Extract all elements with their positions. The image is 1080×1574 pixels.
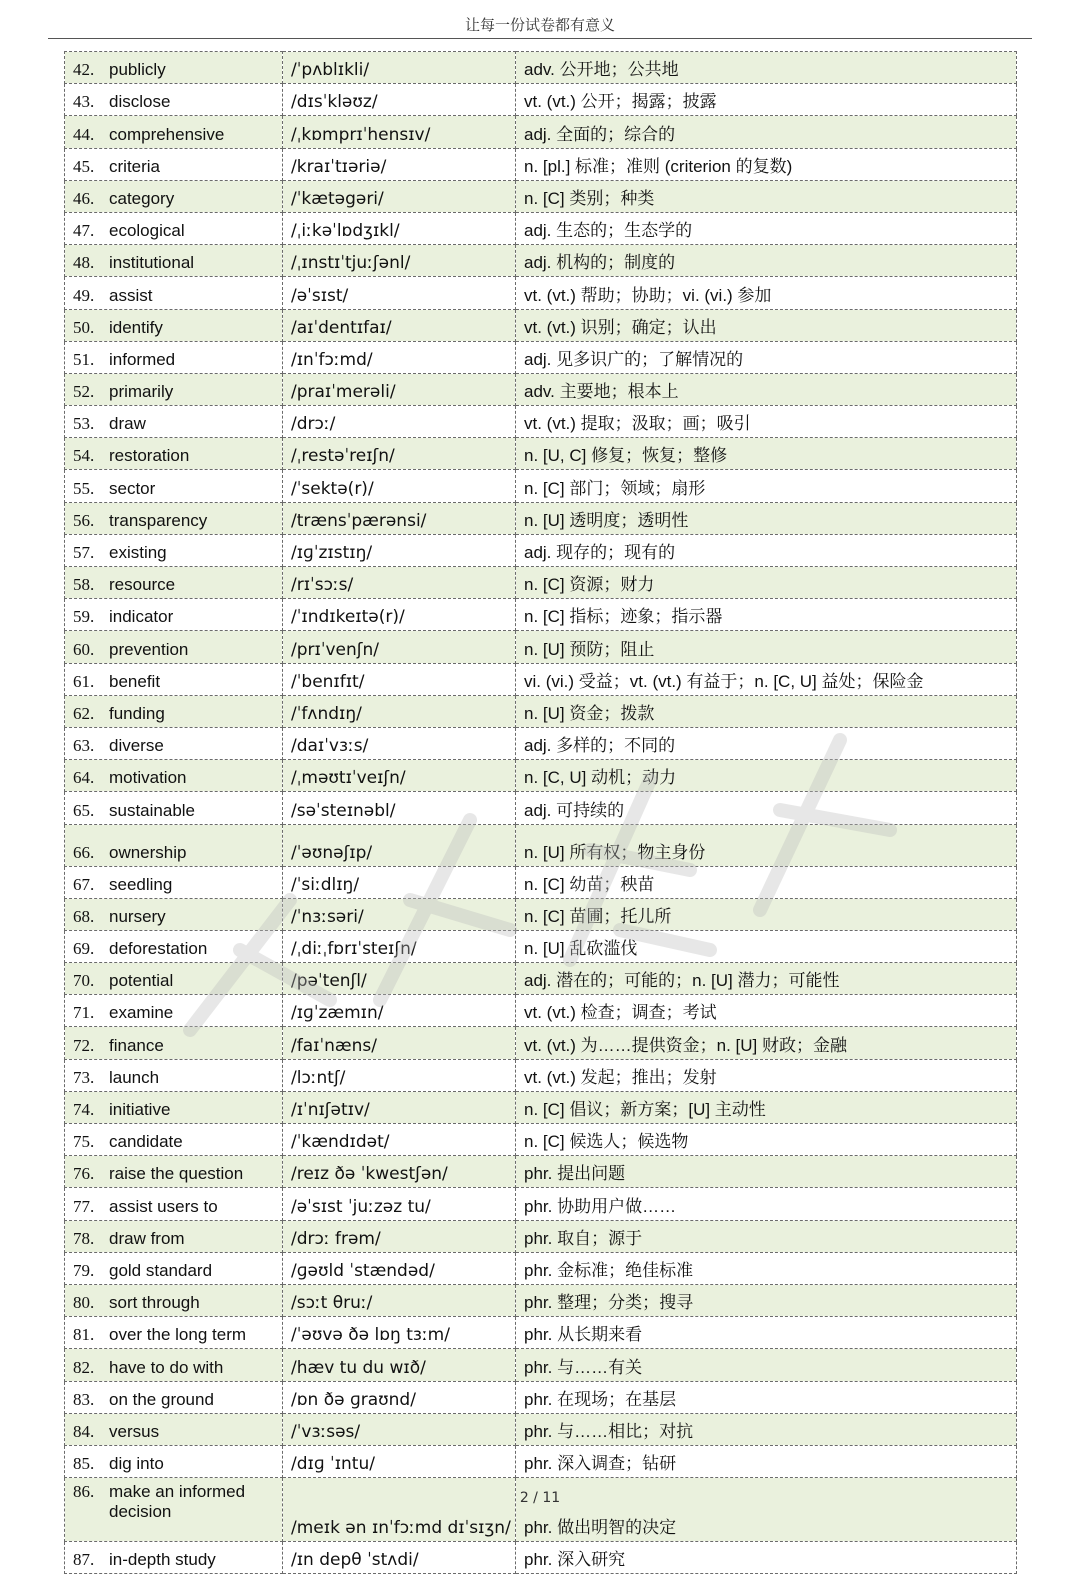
entry-number: 62. bbox=[73, 703, 95, 723]
definition-cell: vi. (vi.) 受益；vt. (vt.) 有益于；n. [C, U] 益处；保险金 bbox=[516, 663, 1017, 695]
word-cell bbox=[65, 792, 283, 824]
phonetic-cell: /rɪˈsɔːs/ bbox=[283, 567, 516, 599]
table-row bbox=[65, 1445, 1017, 1477]
phonetic-cell: /ˈsiːdlɪŋ/ bbox=[283, 866, 516, 898]
entry-number: 73. bbox=[73, 1067, 95, 1087]
entry-word: draw bbox=[109, 414, 146, 434]
table-row bbox=[65, 406, 1017, 438]
definition-cell: n. [U] 透明度；透明性 bbox=[516, 502, 1017, 534]
phonetic-cell: /ˌiːkəˈlɒdʒɪkl/ bbox=[283, 212, 516, 244]
entry-word: assist users to bbox=[109, 1196, 218, 1216]
word-cell bbox=[65, 406, 283, 438]
phonetic-cell: /ˈəʊvə ðə lɒŋ tɜːm/ bbox=[283, 1317, 516, 1349]
entry-number: 87. bbox=[73, 1550, 95, 1570]
entry-number: 42. bbox=[73, 60, 95, 80]
word-cell bbox=[65, 502, 283, 534]
entry-word: category bbox=[109, 188, 175, 208]
definition-cell: n. [C] 资源；财力 bbox=[516, 567, 1017, 599]
word-cell bbox=[65, 963, 283, 995]
table-row bbox=[65, 341, 1017, 373]
entry-word: sustainable bbox=[109, 800, 196, 820]
phonetic-cell: /ˌməʊtɪˈveɪʃn/ bbox=[283, 760, 516, 792]
word-cell bbox=[65, 1349, 283, 1381]
page-header: 让每一份试卷都有意义 bbox=[464, 16, 615, 34]
entry-word: gold standard bbox=[109, 1260, 213, 1280]
definition-cell: adv. 主要地；根本上 bbox=[516, 373, 1017, 405]
word-cell bbox=[65, 1413, 283, 1445]
phonetic-cell: /əˈsɪst/ bbox=[283, 277, 516, 309]
entry-word: publicly bbox=[109, 60, 166, 80]
phonetic-cell: /ˈbenɪfɪt/ bbox=[283, 663, 516, 695]
word-cell bbox=[65, 277, 283, 309]
entry-word: comprehensive bbox=[109, 124, 225, 144]
entry-word: ecological bbox=[109, 221, 185, 241]
definition-cell: n. [pl.] 标准；准则 (criterion 的复数) bbox=[516, 148, 1017, 180]
entry-word: finance bbox=[109, 1035, 164, 1055]
entry-number: 66. bbox=[73, 842, 95, 862]
word-cell bbox=[65, 1091, 283, 1123]
definition-cell: phr. 金标准；绝佳标准 bbox=[516, 1252, 1017, 1284]
word-cell bbox=[65, 1220, 283, 1252]
phonetic-cell: /reɪz ðə ˈkwestʃən/ bbox=[283, 1156, 516, 1188]
phonetic-cell: /ˈkændɪdət/ bbox=[283, 1124, 516, 1156]
table-row bbox=[65, 824, 1017, 866]
phonetic-cell: /əˈsɪst ˈjuːzəz tu/ bbox=[283, 1188, 516, 1220]
word-cell bbox=[65, 245, 283, 277]
table-row bbox=[65, 180, 1017, 212]
table-row bbox=[65, 1027, 1017, 1059]
word-cell bbox=[65, 1188, 283, 1220]
page-number: 2 / 11 bbox=[519, 1490, 561, 1506]
word-cell bbox=[65, 1027, 283, 1059]
table-row bbox=[65, 631, 1017, 663]
word-cell bbox=[65, 438, 283, 470]
word-cell bbox=[65, 824, 283, 866]
entry-word: make an informed decision bbox=[109, 1482, 246, 1522]
entry-word: have to do with bbox=[109, 1357, 224, 1377]
entry-word: criteria bbox=[109, 156, 161, 176]
table-row bbox=[65, 1059, 1017, 1091]
definition-cell: adj. 可持续的 bbox=[516, 792, 1017, 824]
phonetic-cell: /ˈəʊnəʃɪp/ bbox=[283, 824, 516, 866]
table-row bbox=[65, 1091, 1017, 1123]
entry-number: 77. bbox=[73, 1196, 95, 1216]
phonetic-cell: /ˈvɜːsəs/ bbox=[283, 1413, 516, 1445]
entry-number: 86. bbox=[73, 1482, 95, 1502]
table-row bbox=[65, 84, 1017, 116]
entry-number: 85. bbox=[73, 1454, 95, 1474]
word-cell bbox=[65, 1124, 283, 1156]
definition-cell: n. [C] 幼苗；秧苗 bbox=[516, 866, 1017, 898]
entry-word: seedling bbox=[109, 874, 173, 894]
word-cell bbox=[65, 727, 283, 759]
entry-word: raise the question bbox=[109, 1164, 244, 1184]
entry-word: institutional bbox=[109, 253, 195, 273]
definition-cell: vt. (vt.) 公开；揭露；披露 bbox=[516, 84, 1017, 116]
definition-cell: n. [C] 倡议；新方案；[U] 主动性 bbox=[516, 1091, 1017, 1123]
phonetic-cell: /ɪˈnɪʃətɪv/ bbox=[283, 1091, 516, 1123]
definition-cell: phr. 从长期来看 bbox=[516, 1317, 1017, 1349]
word-cell bbox=[65, 930, 283, 962]
table-row bbox=[65, 1542, 1017, 1574]
word-cell bbox=[65, 1381, 283, 1413]
word-cell bbox=[65, 309, 283, 341]
word-cell bbox=[65, 52, 283, 84]
entry-word: restoration bbox=[109, 446, 190, 466]
word-cell bbox=[65, 599, 283, 631]
definition-cell: adv. 公开地；公共地 bbox=[516, 52, 1017, 84]
table-row bbox=[65, 309, 1017, 341]
table-row bbox=[65, 663, 1017, 695]
definition-cell: phr. 协助用户做…… bbox=[516, 1188, 1017, 1220]
table-row bbox=[65, 1124, 1017, 1156]
entry-number: 51. bbox=[73, 349, 95, 369]
phonetic-cell: /ɪɡˈzɪstɪŋ/ bbox=[283, 534, 516, 566]
definition-cell: phr. 与……相比；对抗 bbox=[516, 1413, 1017, 1445]
phonetic-cell: /aɪˈdentɪfaɪ/ bbox=[283, 309, 516, 341]
definition-cell: phr. 取自；源于 bbox=[516, 1220, 1017, 1252]
table-row bbox=[65, 930, 1017, 962]
phonetic-cell: /meɪk ən ɪnˈfɔːmd dɪˈsɪʒn/ bbox=[283, 1478, 516, 1542]
table-row bbox=[65, 1284, 1017, 1316]
entry-number: 70. bbox=[73, 971, 95, 991]
definition-cell: n. [C] 指标；迹象；指示器 bbox=[516, 599, 1017, 631]
table-row bbox=[65, 898, 1017, 930]
entry-number: 52. bbox=[73, 382, 95, 402]
definition-cell: vt. (vt.) 帮助；协助；vi. (vi.) 参加 bbox=[516, 277, 1017, 309]
definition-cell: n. [C] 类别；种类 bbox=[516, 180, 1017, 212]
word-cell bbox=[65, 1317, 283, 1349]
phonetic-cell: /ˈsektə(r)/ bbox=[283, 470, 516, 502]
definition-cell: phr. 与……有关 bbox=[516, 1349, 1017, 1381]
table-row bbox=[65, 727, 1017, 759]
table-row bbox=[65, 1478, 1017, 1542]
table-row bbox=[65, 599, 1017, 631]
phonetic-cell: /drɔː/ bbox=[283, 406, 516, 438]
table-row bbox=[65, 245, 1017, 277]
phonetic-cell: /pəˈtenʃl/ bbox=[283, 963, 516, 995]
table-row bbox=[65, 866, 1017, 898]
entry-word: draw from bbox=[109, 1228, 185, 1248]
definition-cell: phr. 整理；分类；搜寻 bbox=[516, 1284, 1017, 1316]
word-cell bbox=[65, 1445, 283, 1477]
table-row bbox=[65, 148, 1017, 180]
word-cell bbox=[65, 995, 283, 1027]
entry-number: 63. bbox=[73, 736, 95, 756]
definition-cell: n. [U] 乱砍滥伐 bbox=[516, 930, 1017, 962]
word-cell bbox=[65, 663, 283, 695]
entry-number: 53. bbox=[73, 414, 95, 434]
entry-number: 76. bbox=[73, 1164, 95, 1184]
word-cell bbox=[65, 567, 283, 599]
definition-cell: n. [C] 部门；领域；扇形 bbox=[516, 470, 1017, 502]
table-row bbox=[65, 438, 1017, 470]
entry-number: 74. bbox=[73, 1100, 95, 1119]
definition-cell: phr. 在现场；在基层 bbox=[516, 1381, 1017, 1413]
entry-word: in-depth study bbox=[109, 1550, 216, 1570]
definition-cell: n. [U] 预防；阻止 bbox=[516, 631, 1017, 663]
definition-cell: vt. (vt.) 检查；调查；考试 bbox=[516, 995, 1017, 1027]
table-row bbox=[65, 212, 1017, 244]
phonetic-cell: /ˌdiːˌfɒrɪˈsteɪʃn/ bbox=[283, 930, 516, 962]
entry-number: 61. bbox=[73, 671, 95, 691]
entry-word: launch bbox=[109, 1067, 160, 1087]
phonetic-cell: /ˌrestəˈreɪʃn/ bbox=[283, 438, 516, 470]
table-row bbox=[65, 470, 1017, 502]
definition-cell: n. [C, U] 动机；动力 bbox=[516, 760, 1017, 792]
definition-cell: adj. 潜在的；可能的；n. [U] 潜力；可能性 bbox=[516, 963, 1017, 995]
entry-number: 48. bbox=[73, 253, 95, 273]
vocabulary-table bbox=[64, 51, 1017, 1574]
table-row bbox=[65, 995, 1017, 1027]
entry-word: on the ground bbox=[109, 1389, 214, 1409]
entry-number: 84. bbox=[73, 1421, 95, 1441]
table-row bbox=[65, 1252, 1017, 1284]
phonetic-cell: /lɔːntʃ/ bbox=[283, 1059, 516, 1091]
phonetic-cell: /ˈnɜːsəri/ bbox=[283, 898, 516, 930]
definition-cell: adj. 全面的；综合的 bbox=[516, 116, 1017, 148]
phonetic-cell: /daɪˈvɜːs/ bbox=[283, 727, 516, 759]
phonetic-cell: /ɒn ðə ɡraʊnd/ bbox=[283, 1381, 516, 1413]
phonetic-cell: /trænsˈpærənsi/ bbox=[283, 502, 516, 534]
entry-word: examine bbox=[109, 1003, 174, 1023]
entry-word: resource bbox=[109, 575, 176, 595]
phonetic-cell: /drɔː frəm/ bbox=[283, 1220, 516, 1252]
table-row bbox=[65, 963, 1017, 995]
word-cell bbox=[65, 1252, 283, 1284]
definition-cell: phr. 提出问题 bbox=[516, 1156, 1017, 1188]
word-cell bbox=[65, 180, 283, 212]
entry-word: dig into bbox=[109, 1454, 164, 1474]
entry-number: 64. bbox=[73, 768, 95, 788]
definition-cell: vt. (vt.) 提取；汲取；画；吸引 bbox=[516, 406, 1017, 438]
entry-word: nursery bbox=[109, 906, 166, 926]
phonetic-cell: /prɪˈvenʃn/ bbox=[283, 631, 516, 663]
entry-word: candidate bbox=[109, 1132, 183, 1152]
entry-number: 78. bbox=[73, 1228, 95, 1248]
entry-number: 46. bbox=[73, 188, 95, 208]
entry-number: 58. bbox=[73, 575, 95, 595]
entry-word: indicator bbox=[109, 607, 174, 627]
entry-number: 59. bbox=[73, 607, 95, 627]
definition-cell: vt. (vt.) 识别；确定；认出 bbox=[516, 309, 1017, 341]
entry-word: potential bbox=[109, 971, 174, 991]
table-row bbox=[65, 1220, 1017, 1252]
entry-word: primarily bbox=[109, 382, 174, 402]
table-row bbox=[65, 1317, 1017, 1349]
entry-number: 54. bbox=[73, 446, 95, 466]
definition-cell: adj. 机构的；制度的 bbox=[516, 245, 1017, 277]
word-cell bbox=[65, 1284, 283, 1316]
word-cell bbox=[65, 534, 283, 566]
entry-number: 75. bbox=[73, 1132, 95, 1152]
definition-cell: phr. 深入研究 bbox=[516, 1542, 1017, 1574]
phonetic-cell: /ˈkætəgəri/ bbox=[283, 180, 516, 212]
table-row bbox=[65, 1413, 1017, 1445]
definition-cell: phr. 做出明智的决定 bbox=[516, 1478, 1017, 1542]
phonetic-cell: /kraɪˈtɪəriə/ bbox=[283, 148, 516, 180]
table-row bbox=[65, 1156, 1017, 1188]
definition-cell: adj. 现存的；现有的 bbox=[516, 534, 1017, 566]
table-row bbox=[65, 567, 1017, 599]
table-row bbox=[65, 792, 1017, 824]
word-cell bbox=[65, 631, 283, 663]
entry-number: 80. bbox=[73, 1293, 95, 1313]
entry-word: over the long term bbox=[109, 1325, 247, 1345]
entry-number: 82. bbox=[73, 1357, 95, 1377]
table-row bbox=[65, 695, 1017, 727]
definition-cell: adj. 多样的；不同的 bbox=[516, 727, 1017, 759]
table-row bbox=[65, 1188, 1017, 1220]
entry-word: sort through bbox=[109, 1293, 200, 1313]
entry-number: 72. bbox=[73, 1035, 95, 1055]
entry-number: 44. bbox=[73, 124, 95, 144]
word-cell bbox=[65, 760, 283, 792]
entry-word: assist bbox=[109, 285, 153, 305]
entry-number: 49. bbox=[73, 285, 95, 305]
phonetic-cell: /ˈfʌndɪŋ/ bbox=[283, 695, 516, 727]
word-cell bbox=[65, 1059, 283, 1091]
definition-cell: adj. 生态的；生态学的 bbox=[516, 212, 1017, 244]
word-cell bbox=[65, 898, 283, 930]
phonetic-cell: /ˌɪnstɪˈtjuːʃənl/ bbox=[283, 245, 516, 277]
word-cell bbox=[65, 695, 283, 727]
table-row bbox=[65, 760, 1017, 792]
word-cell bbox=[65, 212, 283, 244]
word-cell bbox=[65, 116, 283, 148]
word-cell bbox=[65, 1478, 283, 1542]
definition-cell: n. [C] 苗圃；托儿所 bbox=[516, 898, 1017, 930]
entry-number: 81. bbox=[73, 1325, 95, 1345]
definition-cell: n. [U, C] 修复；恢复；整修 bbox=[516, 438, 1017, 470]
entry-word: identify bbox=[109, 317, 163, 337]
entry-word: disclose bbox=[109, 92, 171, 112]
phonetic-cell: /ɪɡˈzæmɪn/ bbox=[283, 995, 516, 1027]
table-row bbox=[65, 534, 1017, 566]
phonetic-cell: /ˈpʌblɪkli/ bbox=[283, 52, 516, 84]
entry-number: 68. bbox=[73, 906, 95, 926]
word-cell bbox=[65, 1156, 283, 1188]
entry-number: 56. bbox=[73, 510, 95, 530]
word-cell bbox=[65, 866, 283, 898]
table-row bbox=[65, 502, 1017, 534]
word-cell bbox=[65, 373, 283, 405]
word-cell bbox=[65, 341, 283, 373]
entry-number: 60. bbox=[73, 639, 95, 659]
word-cell bbox=[65, 84, 283, 116]
entry-word: motivation bbox=[109, 768, 187, 788]
definition-cell: vt. (vt.) 为……提供资金；n. [U] 财政；金融 bbox=[516, 1027, 1017, 1059]
phonetic-cell: /ɪn depθ ˈstʌdi/ bbox=[283, 1542, 516, 1574]
entry-number: 55. bbox=[73, 478, 95, 498]
table-row bbox=[65, 116, 1017, 148]
entry-word: ownership bbox=[109, 842, 187, 862]
entry-word: funding bbox=[109, 703, 165, 723]
entry-word: versus bbox=[109, 1421, 160, 1441]
entry-number: 43. bbox=[73, 92, 95, 112]
entry-number: 50. bbox=[73, 317, 95, 337]
phonetic-cell: /praɪˈmerəli/ bbox=[283, 373, 516, 405]
entry-word: transparency bbox=[109, 510, 208, 530]
header-divider bbox=[48, 38, 1032, 39]
entry-number: 47. bbox=[73, 221, 95, 241]
phonetic-cell: /ɪnˈfɔːmd/ bbox=[283, 341, 516, 373]
entry-number: 79. bbox=[73, 1260, 95, 1280]
definition-cell: n. [U] 资金；拨款 bbox=[516, 695, 1017, 727]
table-row bbox=[65, 52, 1017, 84]
entry-word: benefit bbox=[109, 671, 161, 691]
table-row bbox=[65, 373, 1017, 405]
table-row bbox=[65, 1349, 1017, 1381]
definition-cell: phr. 深入调查；钻研 bbox=[516, 1445, 1017, 1477]
definition-cell: adj. 见多识广的；了解情况的 bbox=[516, 341, 1017, 373]
definition-cell: n. [C] 候选人；候选物 bbox=[516, 1124, 1017, 1156]
entry-word: diverse bbox=[109, 736, 164, 756]
entry-number: 71. bbox=[73, 1003, 95, 1023]
word-cell bbox=[65, 1542, 283, 1574]
entry-word: initiative bbox=[109, 1100, 171, 1119]
entry-number: 67. bbox=[73, 874, 95, 894]
phonetic-cell: /səˈsteɪnəbl/ bbox=[283, 792, 516, 824]
entry-number: 83. bbox=[73, 1389, 95, 1409]
entry-word: deforestation bbox=[109, 939, 208, 959]
entry-number: 57. bbox=[73, 543, 95, 562]
entry-word: existing bbox=[109, 543, 167, 562]
word-cell bbox=[65, 470, 283, 502]
entry-number: 69. bbox=[73, 939, 95, 959]
phonetic-cell: /hæv tu du wɪð/ bbox=[283, 1349, 516, 1381]
entry-number: 65. bbox=[73, 800, 95, 820]
table-row bbox=[65, 1381, 1017, 1413]
phonetic-cell: /sɔːt θruː/ bbox=[283, 1284, 516, 1316]
phonetic-cell: /faɪˈnæns/ bbox=[283, 1027, 516, 1059]
entry-word: informed bbox=[109, 349, 176, 369]
phonetic-cell: /ˌkɒmprɪˈhensɪv/ bbox=[283, 116, 516, 148]
phonetic-cell: /dɪsˈkləʊz/ bbox=[283, 84, 516, 116]
entry-number: 45. bbox=[73, 156, 95, 176]
table-row bbox=[65, 277, 1017, 309]
phonetic-cell: /ˈɪndɪkeɪtə(r)/ bbox=[283, 599, 516, 631]
phonetic-cell: /ɡəʊld ˈstændəd/ bbox=[283, 1252, 516, 1284]
definition-cell: vt. (vt.) 发起；推出；发射 bbox=[516, 1059, 1017, 1091]
entry-word: sector bbox=[109, 478, 156, 498]
phonetic-cell: /dɪɡ ˈɪntu/ bbox=[283, 1445, 516, 1477]
word-cell bbox=[65, 148, 283, 180]
definition-cell: n. [U] 所有权；物主身份 bbox=[516, 824, 1017, 866]
entry-word: prevention bbox=[109, 639, 189, 659]
